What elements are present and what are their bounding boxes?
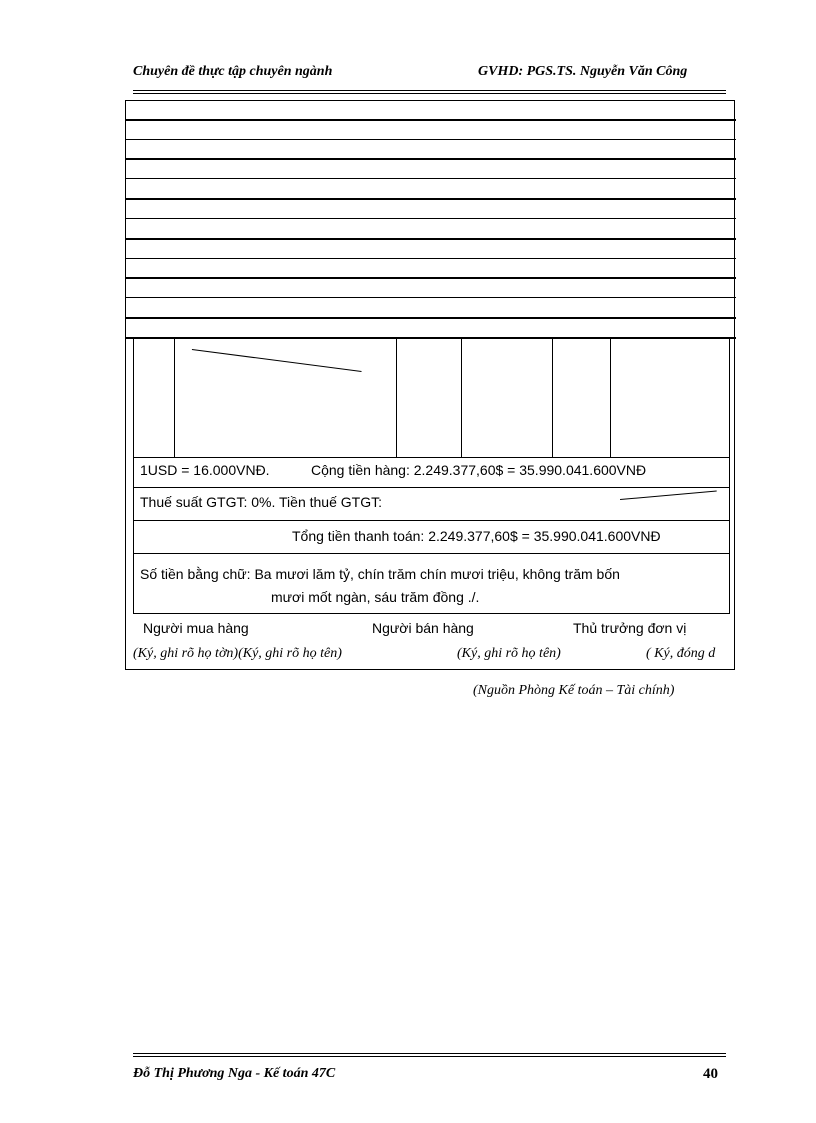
- summary-divider: [133, 553, 730, 554]
- summary-divider: [133, 457, 730, 458]
- signature-seller-note: (Ký, ghi rõ họ tên): [457, 646, 561, 661]
- signature-buyer-label: Người mua hàng: [143, 620, 249, 636]
- summary-divider: [133, 520, 730, 521]
- header-rule-top: [133, 90, 726, 91]
- ruled-row: [125, 297, 736, 298]
- footer-author: Đỗ Thị Phương Nga - Kế toán 47C: [133, 1066, 336, 1081]
- signature-head-note: ( Ký, đóng d: [646, 646, 716, 661]
- vat-line: Thuế suất GTGT: 0%. Tiền thuế GTGT:: [140, 494, 382, 510]
- ruled-row: [125, 139, 736, 140]
- footer-rule-top: [133, 1053, 726, 1054]
- ruled-row: [125, 198, 736, 200]
- exchange-rate: 1USD = 16.000VNĐ.: [140, 462, 270, 478]
- ruled-row: [125, 258, 736, 259]
- amount-in-words-line1: Số tiền bằng chữ: Ba mươi lăm tỷ, chín trăm chín mươi triệu, không trăm bốn: [140, 566, 620, 582]
- column-divider: [610, 337, 611, 457]
- ruled-row: [125, 277, 736, 279]
- column-divider: [552, 337, 553, 457]
- signature-seller-label: Người bán hàng: [372, 620, 474, 636]
- page-number: 40: [703, 1066, 718, 1082]
- column-divider: [461, 337, 462, 457]
- header-left-title: Chuyên đề thực tập chuyên ngành: [133, 64, 333, 79]
- ruled-row: [125, 238, 736, 240]
- column-divider: [174, 337, 175, 457]
- signature-buyer-note: (Ký, ghi rõ họ tờn)(Ký, ghi rõ họ tên): [133, 646, 342, 661]
- ruled-row: [125, 317, 736, 319]
- amount-in-words-line2: mươi mốt ngàn, sáu trăm đồng ./.: [271, 589, 480, 605]
- column-divider: [396, 337, 397, 457]
- goods-total: Cộng tiền hàng: 2.249.377,60$ = 35.990.041.600VNĐ: [311, 462, 647, 478]
- header-right-supervisor: GVHD: PGS.TS. Nguyễn Văn Công: [478, 64, 688, 79]
- ruled-row: [125, 178, 736, 179]
- ruled-row: [125, 158, 736, 160]
- ruled-row: [125, 218, 736, 219]
- source-note: (Nguồn Phòng Kế toán – Tài chính): [473, 683, 675, 698]
- header-rule-bottom: [133, 93, 726, 94]
- payment-total: Tổng tiền thanh toán: 2.249.377,60$ = 35.990.041.600VNĐ: [292, 528, 661, 544]
- summary-divider: [133, 487, 730, 488]
- signature-head-note-clip: [646, 646, 735, 664]
- ruled-row: [125, 119, 736, 121]
- signature-head-label: Thủ trưởng đơn vị: [573, 620, 687, 636]
- footer-rule-bottom: [133, 1056, 726, 1057]
